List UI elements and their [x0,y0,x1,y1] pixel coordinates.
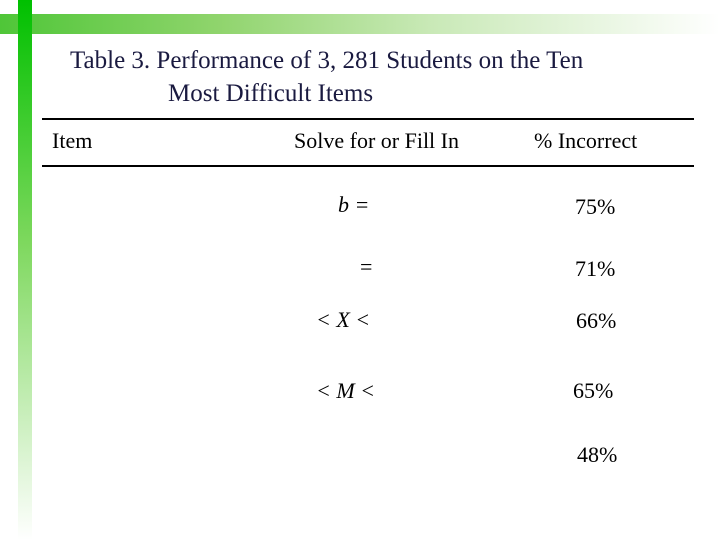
column-header-percent-incorrect: % Incorrect [534,128,638,153]
row-5-percent-incorrect: 48% [577,442,618,467]
row-2-solve-for: = [360,254,373,279]
table-header-rule [42,165,694,167]
column-header-item: Item [52,128,93,153]
title-line-1: Table 3. Performance of 3, 281 Students on the Ten [70,47,584,74]
left-accent-bar [18,0,32,540]
row-4-solve-for: < M < [316,378,376,403]
slide-title [70,44,710,110]
row-4-percent-incorrect: 65% [573,378,614,403]
top-accent-bar [0,14,720,34]
column-header-solve-for: Solve for or Fill In [294,128,459,153]
title-line-2: Most Difficult Items [168,80,374,107]
table-top-rule [42,118,694,120]
row-1-solve-for: b = [338,192,370,217]
row-3-solve-for: < X < [316,307,371,332]
row-2-percent-incorrect: 71% [575,256,616,281]
row-1-percent-incorrect: 75% [575,194,616,219]
row-3-percent-incorrect: 66% [576,308,617,333]
